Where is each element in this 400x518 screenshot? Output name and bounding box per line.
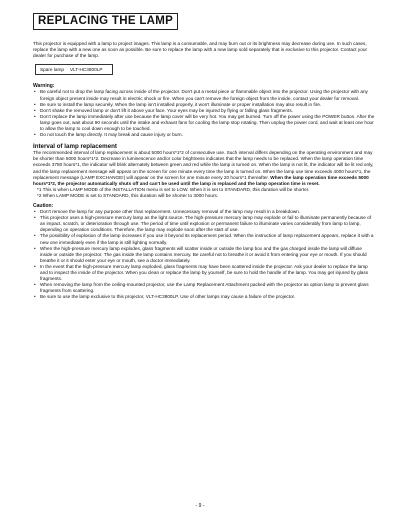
page-number: - 9 -	[195, 503, 205, 509]
caution-item: • Don't remove the lamp for any purpose other than replacement. Unnecessary removal of the lamp may result in a breakdown.	[40, 209, 375, 215]
caution-item: • When removing the lamp from the ceiling-mounted projector, use the Lamp Replacement Attachment packed with the projector as option lamp to prevent glass fragments from scattering.	[40, 282, 375, 294]
warning-item: • Don't shake the removed lamp or don't lift it above your face. Your eyes may be injured by flying or falling glass fragments.	[40, 108, 375, 114]
page-content	[33, 41, 375, 300]
intro-paragraph: This projector is equipped with a lamp to project images. This lamp is a consumable, and may burn out or its brightness may decrease during use. In such cases, replace the lamp with a new one as soon as possible. Be sure to replace the lamp with a new lamp sold separately that is exclusive to this projector. Contact your dealer for purchase of the lamp.	[33, 41, 368, 59]
caution-list	[33, 209, 375, 300]
interval-body: The recommended interval of lamp replacement is about 5000 hours*1*2 of consecutive use. Such interval differs depending on the operating environment and may be shorter than 5000 hours*1*2. Decrease in luminescence and/or color brightness indicates that the lamp needs to be replaced. When the lamp operation time exceeds 3780 hours*1, the indicator will blink alternately between green and red while the lamp is turned on. When the lamp is not lit, the indicator will be lit red only, and the lamp replacement message will appear on the screen for one minute every time the lamp is turned on. When the lamp use time exceeds 4000 hours*1, the replacement message (LAMP EXCHANGE!) will appear on the screen for one minute every 20 hours*1 thereafter.	[33, 150, 374, 180]
caution-heading: Caution:	[33, 202, 54, 209]
caution-item: • Be sure to use the lamp exclusive to this projector, VLT-HC3800LP. Use of other lamps may cause a failure of the projector.	[40, 294, 375, 300]
spare-lamp-model: VLT-HC3800LP	[69, 66, 103, 72]
page-title: REPLACING THE LAMP	[33, 13, 178, 30]
interval-heading: Interval of lamp replacement	[33, 143, 117, 151]
caution-item: • This projector uses a high-pressure mercury lamp as the light source. The high-pressure mercury lamp may explode or fail to illuminate permanently because of an impact, scratch, or deterioration through use. The period of time until explosion or permanent failure to illuminate varies considerably from lamp to lamp, depending on operation conditions. Therefore, the lamp may explode soon after the start of use.	[40, 215, 375, 233]
caution-item: • The possibility of explosion of the lamp increases if you use it beyond its replacement period. When the instruction of lamp replacement appears, replace it with a new one immediately even if the lamp is still lighting normally.	[40, 233, 375, 245]
warning-item: • Be careful not to drop the lamp facing across inside of the projector. Don't put a metal piece or flammable object into the projector. Using the projector with any foreign object present inside may result in electric shock or fire. When you can't remove the foreign object from the inside, contact your dealer for removal.	[40, 89, 375, 101]
interval-paragraph	[33, 150, 375, 187]
caution-item: • In the event that the high-pressure mercury lamp exploded, glass fragments may have been scattered inside the projector. Ask your dealer to replace the lamp and to inspect the inside of the projector. When you clean or replace the lamp by yourself, be sure to hold the handle of the lamp. You may get injured by glass fragments.	[40, 264, 375, 282]
warning-list	[33, 89, 375, 138]
interval-note: *1 This is when LAMP MODE of the INSTALLATION menu is set to LOW. When it is set to STANDARD, this duration will be shorter.	[37, 186, 310, 192]
interval-bold-statement: When the lamp operation time exceeds 5000 hours*1*2, the projector automatically shuts off and can't be used until the lamp is replaced and the lamp operation time is reset.	[33, 174, 369, 186]
warning-item: • Don't replace the lamp immediately after use because the lamp cover will be very hot. You may get burned. Turn off the power using the POWER button. After the lamp goes out, wait about 90 seconds until the intake and exhaust fans for cooling the lamp stop rotating. Then unplug the power cord, and wait at least one hour to allow the lamp to cool down enough to be touched.	[40, 114, 375, 132]
interval-note: *2 When LAMP MODE is set to STANDARD, this duration will be shorter to 3000 hours.	[37, 192, 219, 198]
warning-item: • Do not touch the lamp directly. It may break and cause injury or burn.	[40, 132, 375, 138]
spare-lamp-box	[35, 64, 113, 75]
spare-lamp-label: Spare lamp	[40, 66, 64, 72]
warning-item: • Be sure to install the lamp securely. When the lamp isn't installed properly, it won't illuminate or proper installation may also result in fire.	[40, 102, 375, 108]
warning-heading: Warning:	[33, 83, 55, 90]
caution-item: • When the high-pressure mercury lamp explodes, glass fragments will scatter inside or outside the lamp box and the gas charged inside the lamp will diffuse inside or outside the projector. The gas inside the lamp contains mercury. Be careful not to breathe it or avoid it from entering your eye or mouth. If you should breathe it or it should enter your eye or mouth, see a doctor immediately.	[40, 246, 375, 264]
